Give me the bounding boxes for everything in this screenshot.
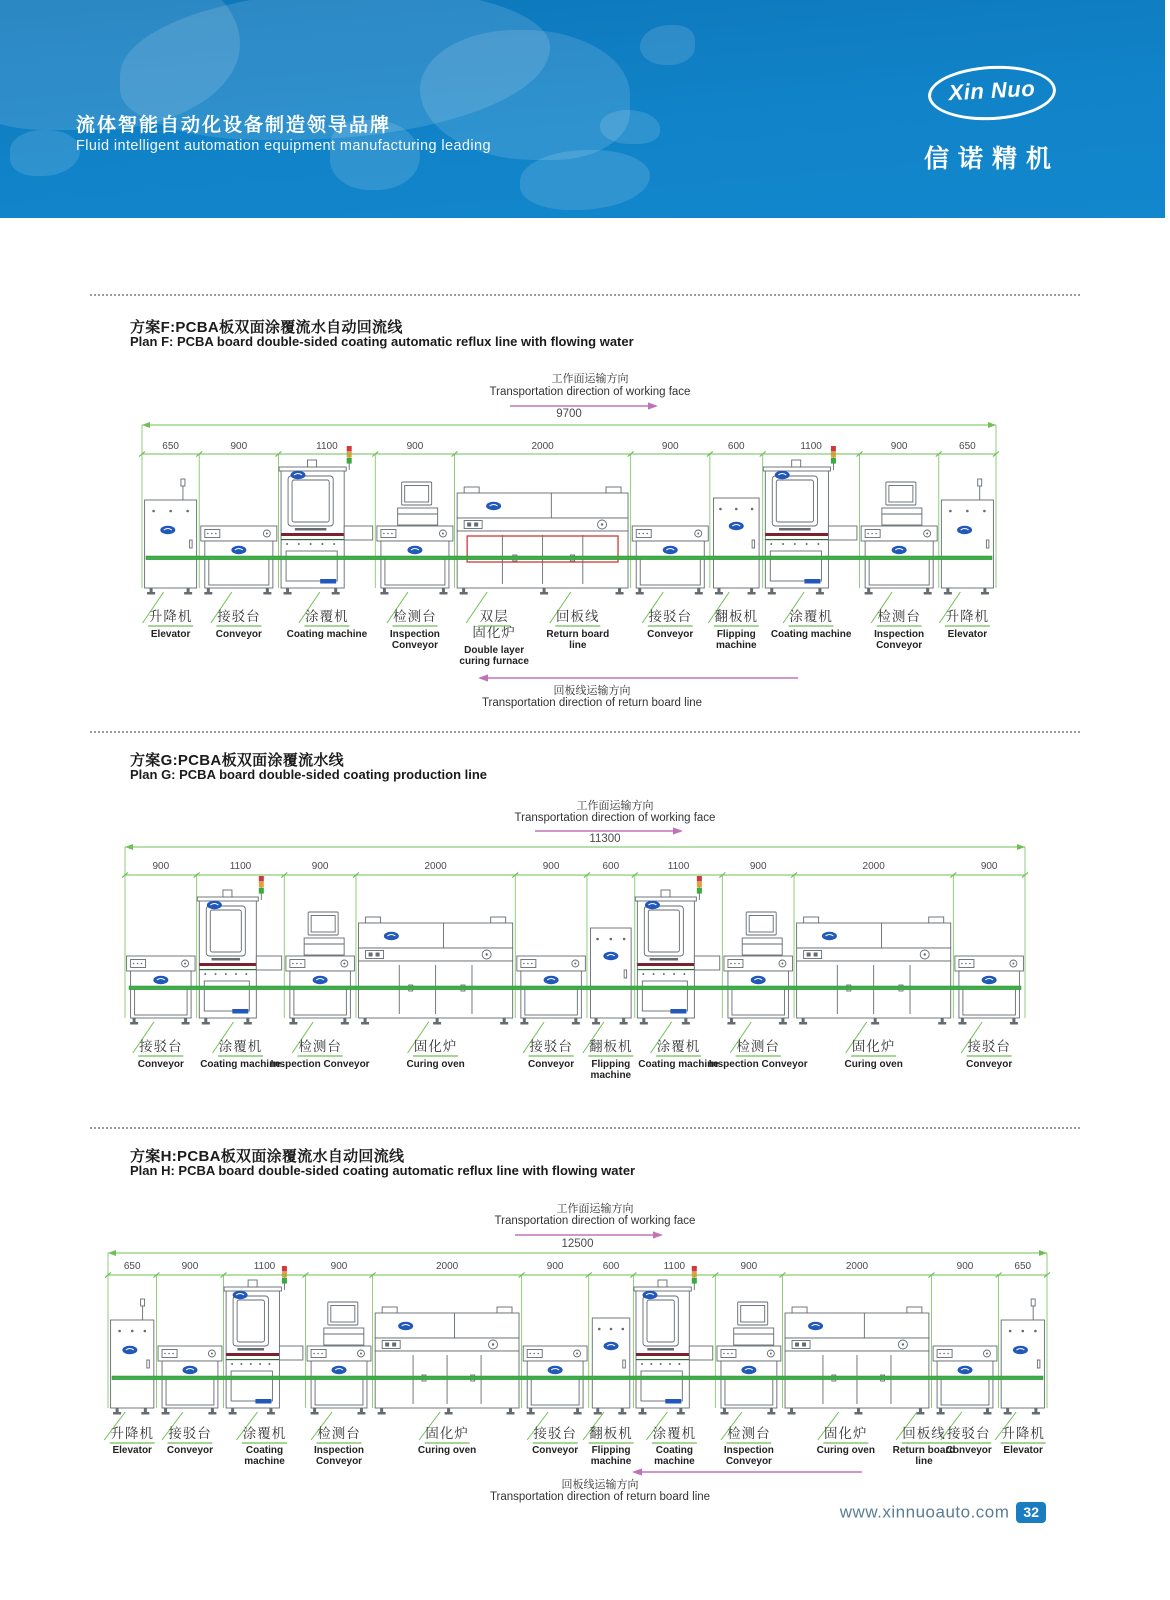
machine-oven [785, 1307, 929, 1415]
svg-text:Flipping: Flipping [716, 629, 756, 640]
svg-text:line: line [915, 1456, 933, 1467]
svg-text:检测台: 检测台 [727, 1426, 771, 1441]
svg-text:升降机: 升降机 [110, 1426, 154, 1441]
machine-coating [635, 876, 719, 1025]
machine-row [145, 446, 994, 595]
svg-text:650: 650 [123, 1261, 141, 1272]
svg-text:Transportation direction of re: Transportation direction of return board line [481, 697, 703, 709]
svg-text:涂覆机: 涂覆机 [242, 1426, 287, 1441]
svg-text:Conveyor: Conveyor [725, 1456, 772, 1467]
machine-coating [197, 876, 281, 1025]
machine-oven [375, 1307, 519, 1415]
svg-text:Coating: Coating [655, 1445, 693, 1456]
svg-text:Inspection: Inspection [874, 629, 925, 640]
machine-elevator [145, 479, 197, 595]
svg-text:Transportation direction of wo: Transportation direction of working face [514, 812, 716, 824]
svg-text:Curing oven: Curing oven [816, 1445, 875, 1456]
brand-name-cn: 信诺精机 [923, 145, 1060, 173]
svg-text:Conveyor: Conveyor [137, 1059, 184, 1070]
svg-text:2000: 2000 [862, 861, 885, 872]
plan-F-title-zh: 方案F:PCBA板双面涂覆流水自动回流线 [130, 319, 403, 336]
machine-elevator [111, 1299, 154, 1415]
svg-text:900: 900 [956, 1261, 974, 1272]
svg-text:Conveyor: Conveyor [876, 640, 923, 651]
svg-text:Conveyor: Conveyor [528, 1059, 575, 1070]
svg-text:翻板机: 翻板机 [714, 609, 759, 624]
svg-text:接驳台: 接驳台 [947, 1426, 991, 1441]
page-footer [0, 1502, 1046, 1523]
svg-text:升降机: 升降机 [945, 609, 990, 624]
svg-text:涂覆机: 涂覆机 [218, 1039, 263, 1054]
dimension-total [142, 408, 996, 428]
svg-text:翻板机: 翻板机 [589, 1426, 633, 1441]
machine-flipping [591, 928, 632, 1025]
plan-G-diagram [122, 798, 1028, 1081]
machine-labels [143, 592, 990, 667]
svg-text:升降机: 升降机 [1001, 1426, 1045, 1441]
svg-text:2000: 2000 [435, 1261, 459, 1272]
svg-text:工作面运输方向: 工作面运输方向 [556, 1203, 634, 1215]
svg-text:涂覆机: 涂覆机 [652, 1426, 697, 1441]
svg-text:涂覆机: 涂覆机 [789, 609, 833, 624]
svg-text:接驳台: 接驳台 [648, 609, 692, 624]
plan-F-title-en: Plan F: PCBA board double-sided coating automatic reflux line with flowing water [130, 334, 634, 349]
svg-text:双层: 双层 [479, 609, 509, 624]
svg-text:Conveyor: Conveyor [315, 1456, 363, 1467]
svg-text:12500: 12500 [561, 1238, 594, 1250]
website-url: www.xinnuoauto.com [839, 1502, 1010, 1522]
machine-conveyor [632, 526, 708, 595]
svg-text:Coating: Coating [245, 1445, 284, 1456]
svg-text:900: 900 [181, 1261, 199, 1272]
machine-conveyor [955, 956, 1023, 1025]
svg-text:900: 900 [406, 441, 424, 452]
machine-conveyor [933, 1346, 997, 1415]
svg-text:Conveyor: Conveyor [966, 1059, 1013, 1070]
svg-text:900: 900 [749, 861, 767, 872]
svg-text:600: 600 [602, 861, 620, 872]
svg-text:900: 900 [330, 1261, 348, 1272]
svg-text:接驳台: 接驳台 [529, 1039, 573, 1054]
svg-text:固化炉: 固化炉 [824, 1426, 868, 1441]
svg-text:Conveyor: Conveyor [215, 629, 262, 640]
machine-inspection [724, 912, 792, 1025]
svg-text:工作面运输方向: 工作面运输方向 [576, 800, 654, 812]
machine-coating [763, 446, 857, 595]
svg-text:650: 650 [959, 441, 976, 452]
svg-text:1100: 1100 [229, 861, 252, 872]
machine-labels [104, 1412, 1045, 1467]
plan-G-title-zh: 方案G:PCBA板双面涂覆流水线 [130, 752, 344, 769]
svg-text:900: 900 [152, 861, 170, 872]
svg-text:900: 900 [230, 441, 248, 452]
svg-text:回板线运输方向: 回板线运输方向 [553, 685, 631, 697]
svg-text:line: line [569, 640, 587, 651]
machine-coating [634, 1266, 713, 1415]
svg-text:Flipping: Flipping [591, 1445, 631, 1456]
svg-text:650: 650 [1014, 1261, 1032, 1272]
svg-text:Return board: Return board [892, 1445, 956, 1456]
svg-text:Curing oven: Curing oven [406, 1059, 465, 1070]
svg-text:Return board: Return board [546, 629, 610, 640]
transport-direction-top [490, 371, 691, 410]
svg-text:Coating machine: Coating machine [286, 629, 368, 640]
machine-inspection [307, 1302, 371, 1415]
svg-text:接驳台: 接驳台 [217, 609, 261, 624]
svg-text:检测台: 检测台 [298, 1039, 342, 1054]
machine-inspection [861, 482, 937, 595]
plan-F-diagram [139, 371, 999, 709]
svg-text:Conveyor: Conveyor [532, 1445, 579, 1456]
svg-text:Curing oven: Curing oven [844, 1059, 903, 1070]
svg-text:1100: 1100 [800, 441, 822, 452]
svg-text:检测台: 检测台 [736, 1039, 780, 1054]
svg-text:Double layer: Double layer [464, 645, 525, 656]
plan-H-title-zh: 方案H:PCBA板双面涂覆流水自动回流线 [130, 1148, 405, 1165]
page-number-badge: 32 [1016, 1502, 1046, 1523]
machine-flipping [713, 498, 759, 595]
machine-conveyor [158, 1346, 222, 1415]
machine-flipping [592, 1318, 630, 1415]
machine-conveyor [523, 1346, 587, 1415]
svg-text:固化炉: 固化炉 [851, 1039, 896, 1054]
svg-text:900: 900 [980, 861, 998, 872]
svg-text:检测台: 检测台 [393, 609, 437, 624]
svg-text:600: 600 [602, 1261, 620, 1272]
svg-text:Conveyor: Conveyor [945, 1445, 992, 1456]
svg-text:Elevator: Elevator [150, 629, 191, 640]
svg-text:检测台: 检测台 [317, 1426, 361, 1441]
machine-oven [797, 917, 951, 1025]
svg-text:Transportation direction of wo: Transportation direction of working face [489, 386, 691, 398]
svg-text:curing furnace: curing furnace [459, 656, 529, 667]
svg-text:Elevator: Elevator [1003, 1445, 1043, 1456]
svg-text:900: 900 [890, 441, 908, 452]
svg-text:Coating machine: Coating machine [638, 1059, 719, 1070]
svg-text:Inspection Conveyor: Inspection Conveyor [708, 1059, 808, 1070]
svg-text:1100: 1100 [316, 441, 338, 452]
svg-text:Inspection: Inspection [723, 1445, 774, 1456]
machine-conveyor [517, 956, 585, 1025]
svg-text:回板线运输方向: 回板线运输方向 [561, 1479, 639, 1491]
dimension-total [125, 833, 1025, 850]
svg-text:900: 900 [740, 1261, 758, 1272]
svg-text:1100: 1100 [667, 861, 690, 872]
svg-text:检测台: 检测台 [877, 609, 921, 624]
machine-coating [224, 1266, 303, 1415]
transport-direction-return [490, 1468, 862, 1503]
svg-text:900: 900 [661, 441, 679, 452]
svg-text:1100: 1100 [663, 1261, 686, 1272]
svg-text:2000: 2000 [845, 1261, 869, 1272]
plan-H-diagram [104, 1201, 1050, 1503]
transport-direction-top [515, 798, 716, 835]
machine-coating [279, 446, 373, 595]
svg-text:Transportation direction of wo: Transportation direction of working face [494, 1215, 696, 1227]
svg-text:回板线: 回板线 [902, 1426, 946, 1441]
transport-direction-top [495, 1201, 696, 1239]
logo-text: Xin Nuo [947, 75, 1036, 106]
svg-text:11300: 11300 [589, 833, 621, 845]
svg-text:固化炉: 固化炉 [425, 1426, 469, 1441]
svg-text:machine: machine [654, 1456, 695, 1467]
svg-text:接驳台: 接驳台 [967, 1039, 1011, 1054]
svg-text:接驳台: 接驳台 [139, 1039, 183, 1054]
svg-text:固化炉: 固化炉 [472, 625, 516, 640]
header-slogan-zh: 流体智能自动化设备制造领导品牌 [76, 115, 392, 136]
machine-conveyor [127, 956, 195, 1025]
machine-row [111, 1266, 1045, 1415]
header-slogan-en: Fluid intelligent automation equipment manufacturing leading [76, 138, 491, 154]
svg-text:Conveyor: Conveyor [647, 629, 694, 640]
machine-furnace_double [457, 487, 628, 595]
machine-inspection [377, 482, 453, 595]
svg-text:Inspection: Inspection [389, 629, 440, 640]
svg-text:涂覆机: 涂覆机 [656, 1039, 701, 1054]
svg-text:接驳台: 接驳台 [533, 1426, 577, 1441]
svg-text:machine: machine [590, 1070, 632, 1081]
svg-text:Curing oven: Curing oven [417, 1445, 477, 1456]
plan-H-title-en: Plan H: PCBA board double-sided coating automatic reflux line with flowing water [130, 1163, 636, 1178]
svg-text:Inspection: Inspection [314, 1445, 365, 1456]
svg-text:machine: machine [590, 1456, 632, 1467]
svg-text:machine: machine [715, 640, 757, 651]
svg-text:2000: 2000 [531, 441, 554, 452]
svg-text:工作面运输方向: 工作面运输方向 [551, 373, 629, 385]
machine-elevator [941, 479, 993, 595]
svg-text:翻板机: 翻板机 [589, 1039, 633, 1054]
dimension-total [108, 1238, 1047, 1256]
belt-line [146, 556, 992, 560]
svg-text:Coating machine: Coating machine [200, 1059, 281, 1070]
svg-text:2000: 2000 [424, 861, 447, 872]
svg-text:650: 650 [162, 441, 179, 452]
svg-text:Elevator: Elevator [947, 629, 988, 640]
svg-text:Transportation direction of re: Transportation direction of return board line [489, 1491, 711, 1503]
svg-text:900: 900 [546, 1261, 564, 1272]
machine-conveyor [201, 526, 277, 595]
machine-row [127, 876, 1024, 1025]
machine-oven [359, 917, 513, 1025]
belt-line [129, 986, 1021, 990]
svg-text:9700: 9700 [556, 408, 582, 420]
svg-text:Conveyor: Conveyor [166, 1445, 214, 1456]
dimension-segments [139, 441, 999, 457]
svg-text:回板线: 回板线 [556, 609, 600, 624]
svg-text:Flipping: Flipping [591, 1059, 631, 1070]
svg-text:600: 600 [727, 441, 745, 452]
machine-labels [133, 1022, 1012, 1081]
svg-text:machine: machine [244, 1456, 285, 1467]
dimension-segments [105, 1261, 1050, 1278]
svg-text:900: 900 [542, 861, 560, 872]
svg-text:固化炉: 固化炉 [413, 1039, 458, 1054]
svg-text:Coating machine: Coating machine [770, 629, 852, 640]
svg-text:升降机: 升降机 [148, 609, 193, 624]
svg-text:涂覆机: 涂覆机 [305, 609, 349, 624]
svg-text:900: 900 [311, 861, 329, 872]
machine-inspection [286, 912, 354, 1025]
machine-elevator [1001, 1299, 1044, 1415]
machine-inspection [717, 1302, 781, 1415]
dimension-segments [122, 861, 1028, 878]
plan-G-title-en: Plan G: PCBA board double-sided coating production line [130, 767, 488, 782]
svg-text:Elevator: Elevator [112, 1445, 152, 1456]
svg-text:Inspection Conveyor: Inspection Conveyor [270, 1059, 370, 1070]
svg-text:接驳台: 接驳台 [168, 1426, 212, 1441]
belt-line [112, 1376, 1043, 1380]
transport-direction-return [478, 674, 798, 709]
svg-text:Conveyor: Conveyor [391, 640, 438, 651]
svg-text:1100: 1100 [253, 1261, 276, 1272]
